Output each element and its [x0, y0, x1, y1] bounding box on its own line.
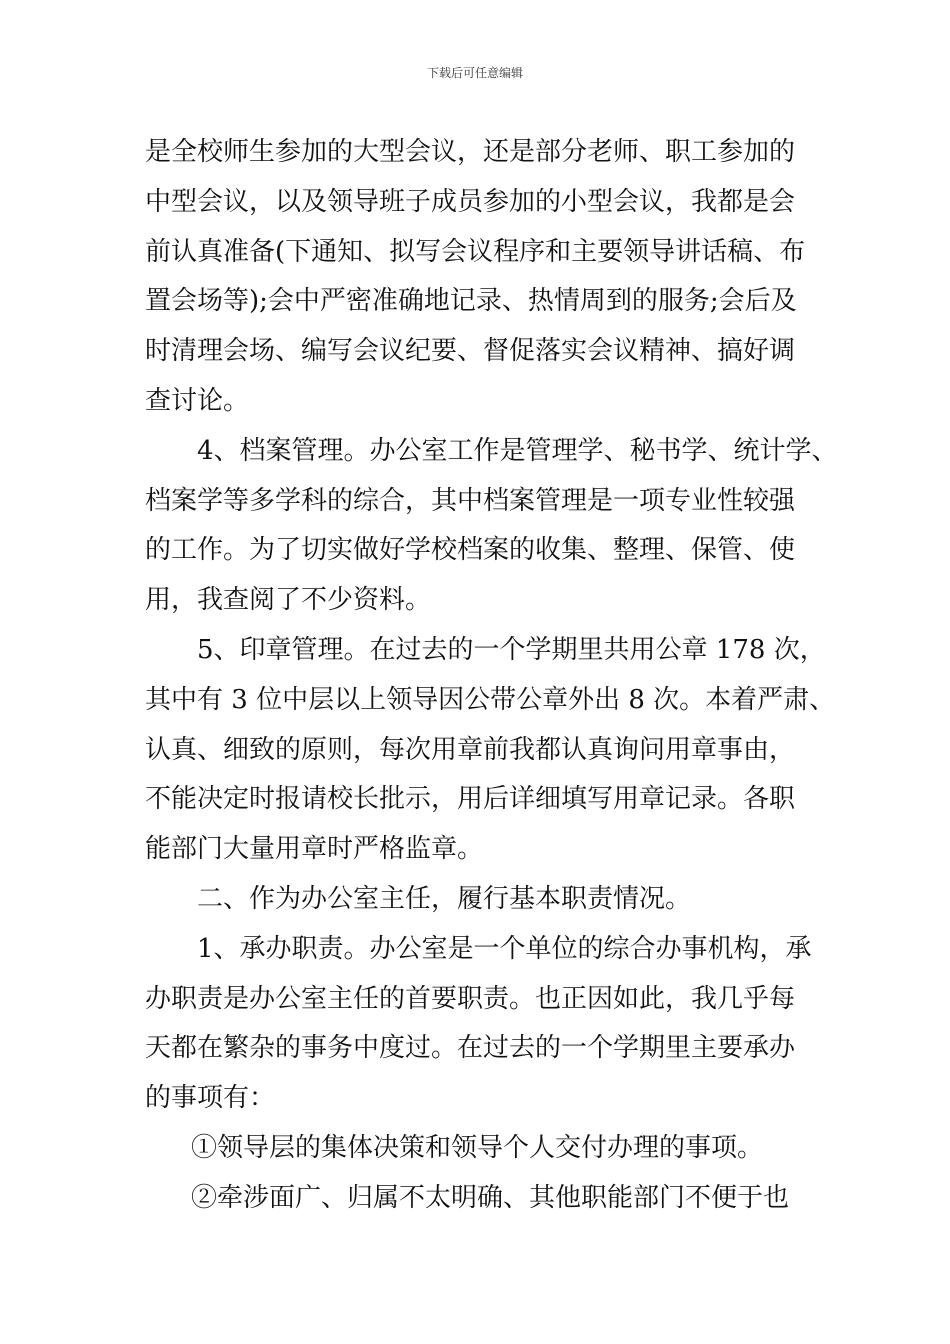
- text-line: 认真、细致的原则，每次用章前我都认真询问用章事由，: [145, 734, 796, 765]
- text-line: 置会场等);会中严密准确地记录、热情周到的服务;会后及: [145, 286, 797, 317]
- section-heading: 二、作为办公室主任，履行基本职责情况。: [197, 883, 692, 914]
- text-line: 用，我查阅了不少资料。: [145, 585, 432, 616]
- text-line: 能部门大量用章时严格监章。: [145, 834, 484, 865]
- text-line: 前认真准备(下通知、拟写会议程序和主要领导讲话稿、布: [145, 236, 806, 267]
- text-line: 的工作。为了切实做好学校档案的收集、整理、保管、使: [145, 535, 796, 566]
- paragraph-first-line: 1、承办职责。办公室是一个单位的综合办事机构，承: [197, 933, 812, 964]
- document-body: [145, 128, 838, 1224]
- text-line: 其中有 3 位中层以上领导因公带公章外出 8 次。本着严肃、: [145, 684, 836, 715]
- text-line: 不能决定时报请校长批示，用后详细填写用章记录。各职: [145, 784, 796, 815]
- text-line: 中型会议，以及领导班子成员参加的小型会议，我都是会: [145, 186, 796, 217]
- list-item: ①领导层的集体决策和领导个人交付办理的事项。: [191, 1132, 764, 1163]
- text-line: 是全校师生参加的大型会议，还是部分老师、职工参加的: [145, 137, 796, 167]
- paragraph-first-line: 4、档案管理。办公室工作是管理学、秘书学、统计学、: [197, 435, 838, 466]
- text-line: 时清理会场、编写会议纪要、督促落实会议精神、搞好调: [145, 336, 796, 367]
- text-line: 查讨论。: [145, 385, 250, 416]
- text-line: 的事项有：: [145, 1083, 276, 1114]
- list-item: ②牵涉面广、归属不太明确、其他职能部门不便于也: [191, 1182, 790, 1213]
- text-line: 办职责是办公室主任的首要职责。也正因如此，我几乎每: [145, 983, 796, 1014]
- text-line: 天都在繁杂的事务中度过。在过去的一个学期里主要承办: [145, 1033, 796, 1064]
- paragraph-first-line: 5、印章管理。在过去的一个学期里共用公章 178 次，: [197, 634, 826, 665]
- page-header-note: 下载后可任意编辑: [426, 66, 523, 80]
- text-line: 档案学等多学科的综合，其中档案管理是一项专业性较强: [145, 485, 796, 516]
